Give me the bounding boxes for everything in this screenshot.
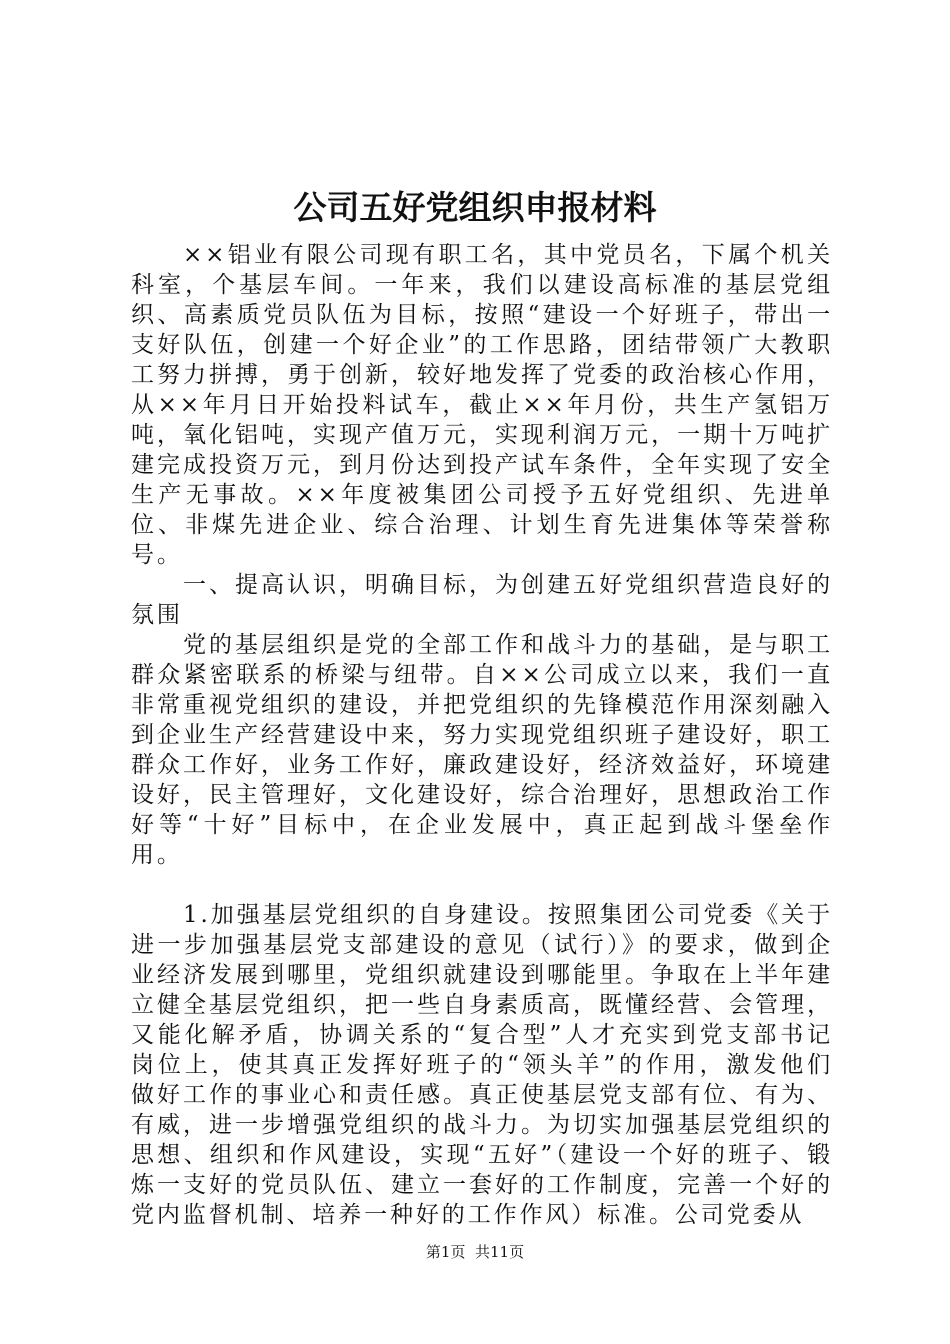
section-heading-1: 一、提高认识，明确目标，为创建五好党组织营造良好的氛围 xyxy=(131,572,833,628)
paragraph-item-1: 1.加强基层党组织的自身建设。按照集团公司党委《关于进一步加强基层党支部建设的意见（试行）》的要求，做到企业经济发展到哪里，党组织就建设到哪能里。争取在上半年建立健全基层党组织，把一些自身素质高，既懂经营、会管理，又能化解矛盾，协调关系的“复合型”人才充实到党支部书记岗位上，使其真正发挥好班子的“领头羊”的作用，激发他们做好工作的事业心和责任感。真正使基层党支部有位、有为、有威，进一步增强党组织的战斗力。为切实加强基层党组织的思想、组织和作风建设，实现“五好”（建设一个好的班子、锻炼一支好的党员队伍、建立一套好的工作制度，完善一个好的党内监督机制、培养一种好的工作作风）标准。公司党委从 xyxy=(131,902,833,1228)
paragraph-intro: ××铝业有限公司现有职工名，其中党员名，下属个机关科室，个基层车间。一年来，我们以建设高标准的基层党组织、高素质党员队伍为目标，按照“建设一个好班子，带出一支好队伍，创建一个好企业”的工作思路，团结带领广大教职工努力拼搏，勇于创新，较好地发挥了党委的政治核心作用，从××年月日开始投料试车，截止××年月份，共生产氢铝万吨，氧化铝吨，实现产值万元，实现利润万元，一期十万吨扩建完成投资万元，到月份达到投产试车条件，全年实现了安全生产无事故。××年度被集团公司授予五好党组织、先进单位、非煤先进企业、综合治理、计划生育先进集体等荣誉称号。 xyxy=(131,242,833,568)
document-body xyxy=(131,240,833,1230)
paragraph-spacer xyxy=(131,870,833,900)
document-title: 公司五好党组织申报材料 xyxy=(293,188,657,227)
page-number-footer: 第1页 共11页 xyxy=(425,1243,525,1261)
paragraph-party-foundation: 党的基层组织是党的全部工作和战斗力的基础，是与职工群众紧密联系的桥梁与纽带。自××公司成立以来，我们一直非常重视党组织的建设，并把党组织的先锋模范作用深刻融入到企业生产经营建设中来，努力实现党组织班子建设好，职工群众工作好，业务工作好，廉政建设好，经济效益好，环境建设好，民主管理好，文化建设好，综合治理好，思想政治工作好等“十好”目标中，在企业发展中，真正起到战斗堡垒作用。 xyxy=(131,632,833,868)
